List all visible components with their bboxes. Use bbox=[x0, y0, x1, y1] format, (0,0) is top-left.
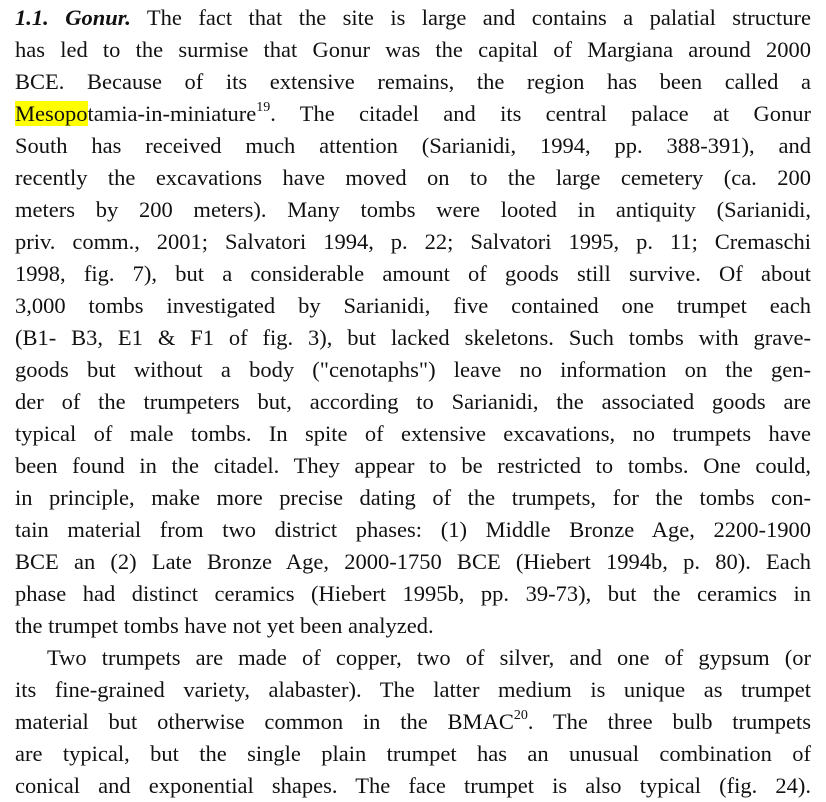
text-line: the trumpet tombs have not yet been analyzed. bbox=[15, 613, 434, 638]
text-line: priv. comm., 2001; Salvatori 1994, p. 22; Salvatori 1995, p. 11; Cremaschi bbox=[15, 229, 811, 254]
text-line: been found in the citadel. They appear to be restricted to tombs. One could, bbox=[15, 453, 811, 478]
text-line: in principle, make more precise dating of the trumpets, for the tombs con- bbox=[15, 485, 811, 510]
text-line: has led to the surmise that Gonur was the capital of Margiana around 2000 bbox=[15, 37, 811, 62]
footnote-ref-20: 20 bbox=[513, 707, 528, 723]
text-line: phase had distinct ceramics (Hiebert 1995b, pp. 39-73), but the ceramics in bbox=[15, 581, 811, 606]
text-line: Two trumpets are made of copper, two of silver, and one of gypsum (or bbox=[47, 645, 811, 670]
text-line: typical of male tombs. In spite of extensive excavations, no trumpets have bbox=[15, 421, 811, 446]
text-line: South has received much attention (Sarianidi, 1994, pp. 388-391), and bbox=[15, 133, 811, 158]
text-line: its fine-grained variety, alabaster). The latter medium is unique as trumpet bbox=[15, 677, 811, 702]
text-line: recently the excavations have moved on to the large cemetery (ca. 200 bbox=[15, 165, 811, 190]
text-line: BCE. Because of its extensive remains, the region has been called a bbox=[15, 69, 811, 94]
text-line: goods but without a body ("cenotaphs") leave no information on the gen- bbox=[15, 357, 811, 382]
text-line bbox=[15, 706, 811, 738]
text-line: der of the trumpeters but, according to Sarianidi, the associated goods are bbox=[15, 389, 811, 414]
text-line: BCE an (2) Late Bronze Age, 2000-1750 BCE (Hiebert 1994b, p. 80). Each bbox=[15, 549, 811, 574]
text-line: 3,000 tombs investigated by Sarianidi, five contained one trumpet each bbox=[15, 293, 811, 318]
text-run: . The three bulb trumpets bbox=[527, 709, 811, 734]
paragraph-1 bbox=[15, 2, 811, 642]
highlighted-text: Mesopo bbox=[15, 101, 88, 126]
footnote-ref-19: 19 bbox=[256, 99, 271, 115]
text-run: The fact that the site is large and contains a palatial structure bbox=[130, 5, 812, 30]
section-heading: 1.1. Gonur. bbox=[15, 5, 131, 30]
text-line: are typical, but the single plain trumpet has an unusual combination of bbox=[15, 741, 811, 766]
text-run: material but otherwise common in the BMAC bbox=[15, 709, 514, 734]
text-line bbox=[15, 98, 811, 130]
text-line: conical and exponential shapes. The face trumpet is also typical (fig. 24). bbox=[15, 773, 811, 798]
document-page bbox=[15, 2, 811, 802]
text-line: meters by 200 meters). Many tombs were looted in antiquity (Sarianidi, bbox=[15, 197, 811, 222]
text-run: tamia-in-miniature bbox=[87, 101, 257, 126]
text-line: (B1- B3, E1 & F1 of fig. 3), but lacked skeletons. Such tombs with grave- bbox=[15, 325, 811, 350]
text-run: . The citadel and its central palace at Gonur bbox=[270, 101, 811, 126]
paragraph-2 bbox=[15, 642, 811, 802]
text-line: 1998, fig. 7), but a considerable amount of goods still survive. Of about bbox=[15, 261, 811, 286]
text-line: tain material from two district phases: (1) Middle Bronze Age, 2200-1900 bbox=[15, 517, 811, 542]
text-line bbox=[15, 2, 811, 34]
